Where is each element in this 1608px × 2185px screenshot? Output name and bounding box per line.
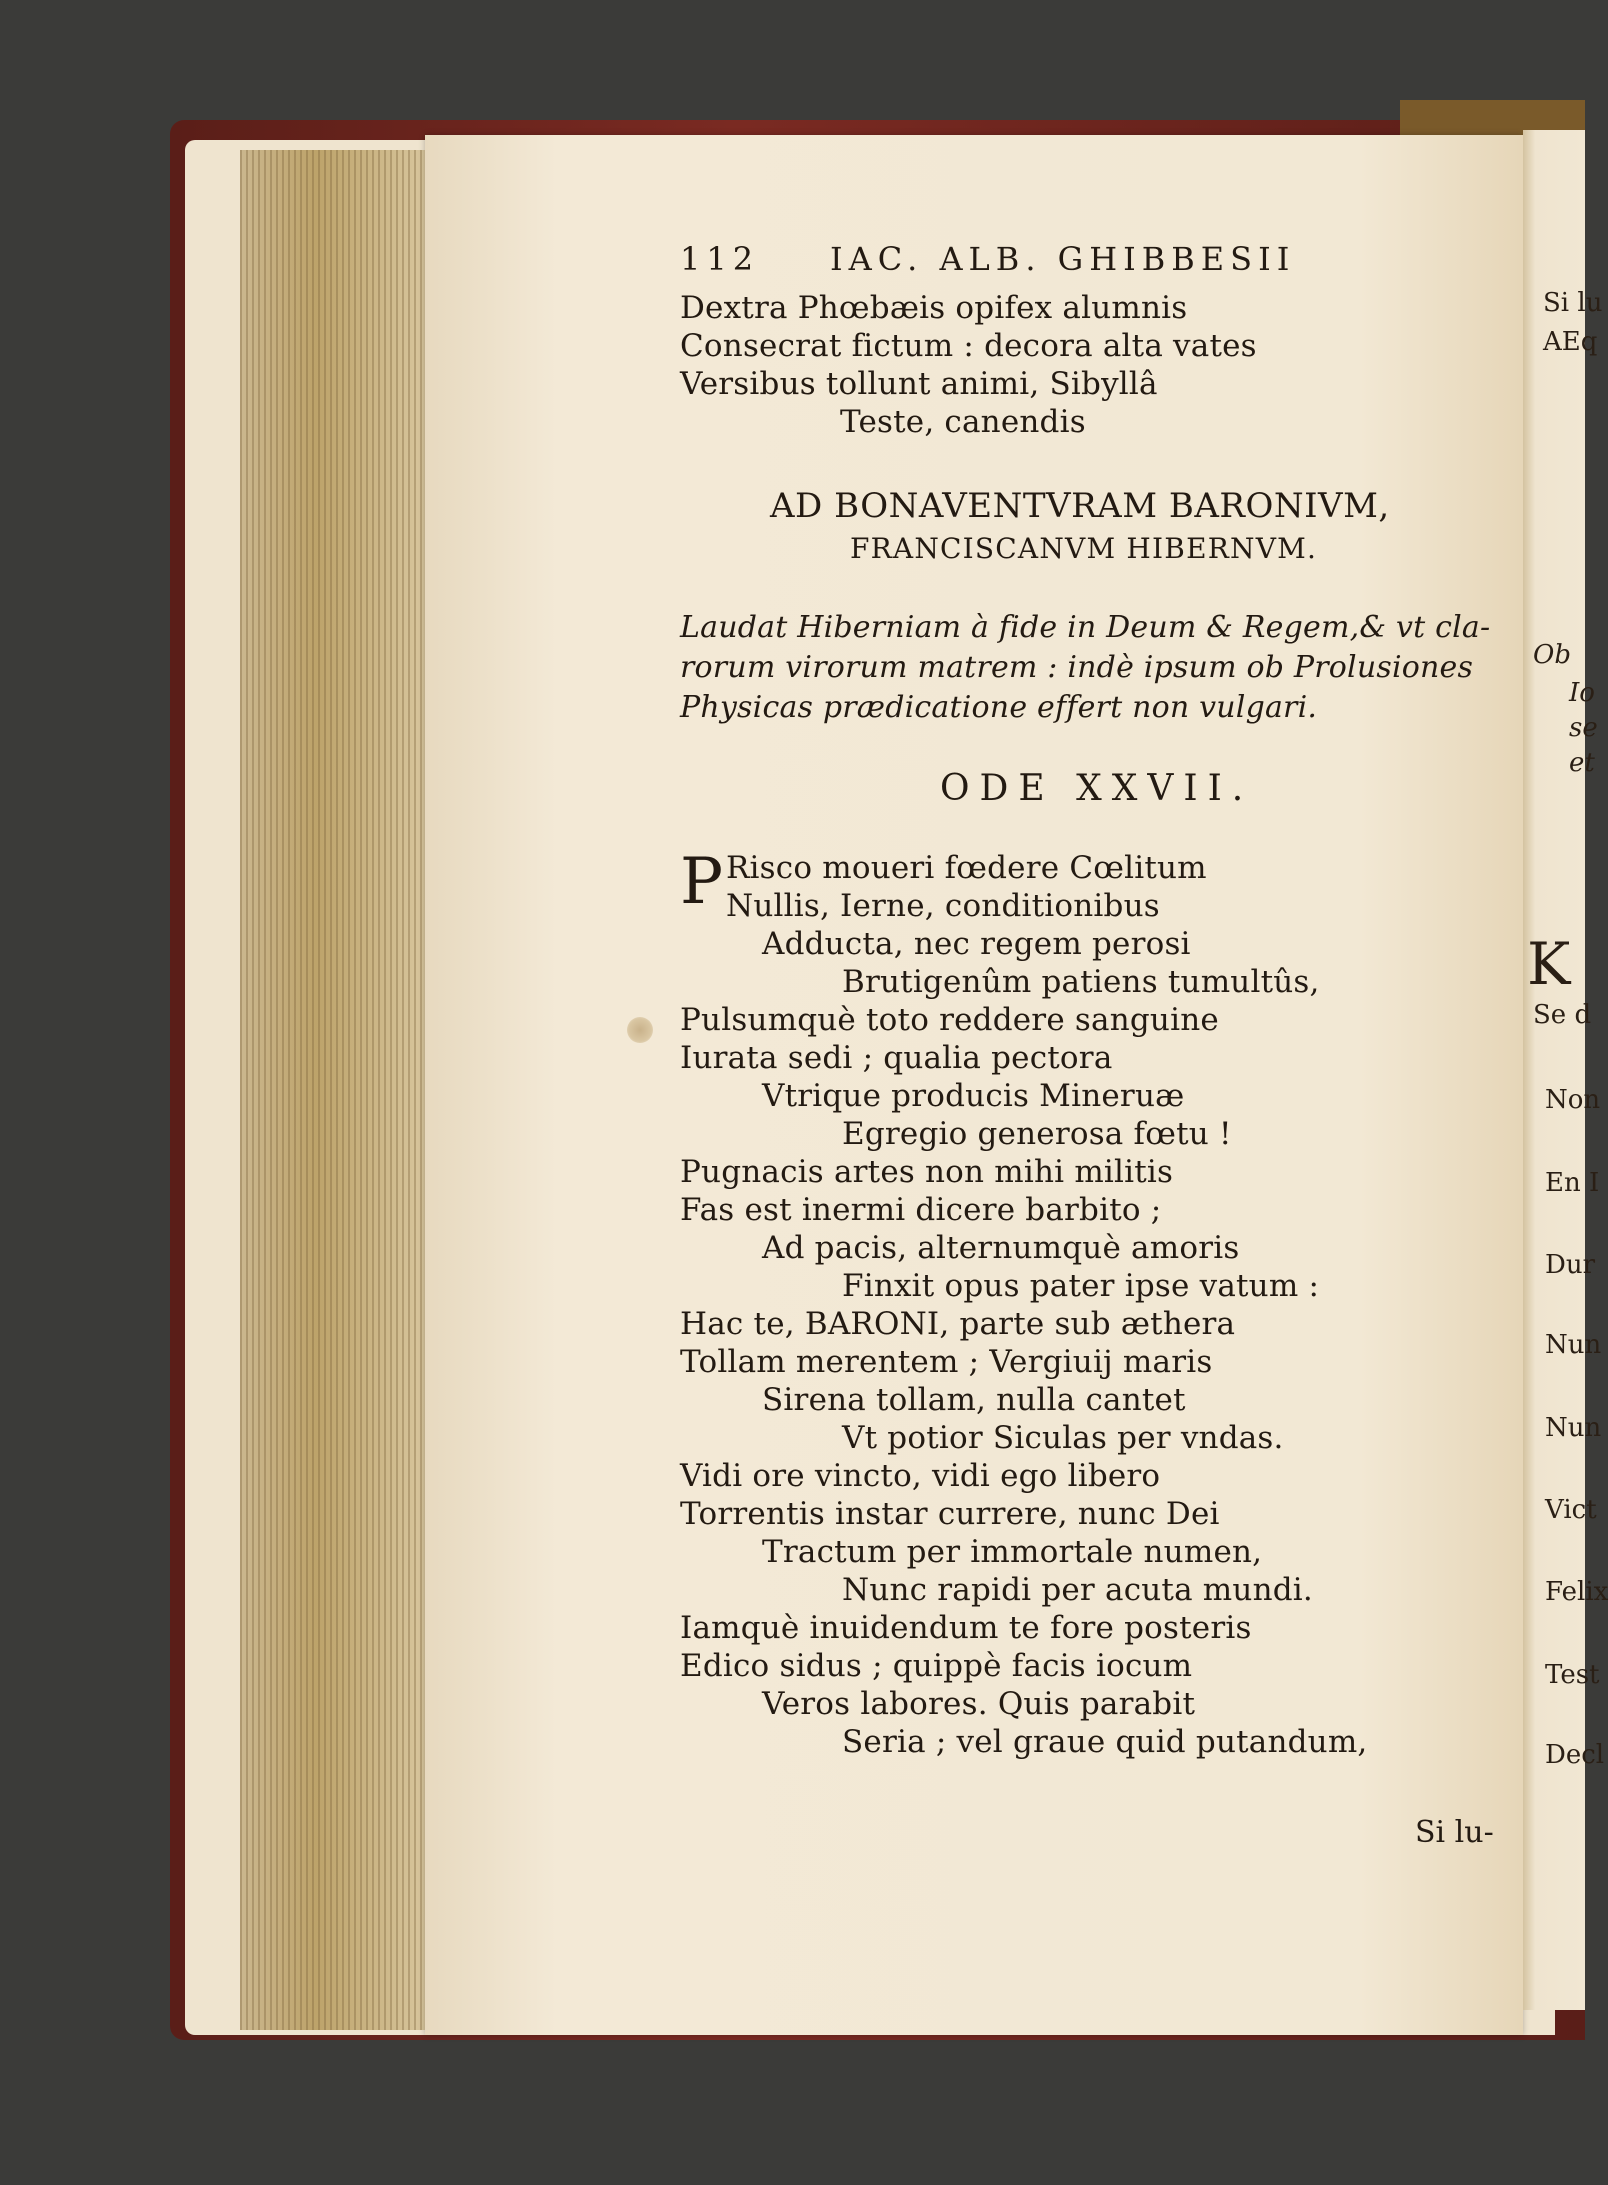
argument-line: Laudat Hiberniam à fide in Deum & Regem,& vt cla- (680, 610, 1491, 645)
verse-line: Adducta, nec regem perosi (762, 926, 1191, 962)
verse-line: Pugnacis artes non mihi militis (680, 1154, 1174, 1190)
facing-fragment: se (1569, 713, 1598, 743)
verse-line: Tractum per immortale numen, (762, 1534, 1263, 1570)
page-edges (240, 150, 430, 2030)
verse-line: Egregio generosa fœtu ! (842, 1116, 1232, 1152)
verse-line: Nunc rapidi per acuta mundi. (842, 1572, 1313, 1608)
facing-fragment: Vict (1545, 1495, 1597, 1525)
verse-line: Risco moueri fœdere Cœlitum (726, 850, 1207, 886)
verse-line: Ad pacis, alternumquè amoris (762, 1230, 1240, 1266)
verse-line: Nullis, Ierne, conditionibus (726, 888, 1160, 924)
paper-stain (627, 1017, 653, 1043)
facing-fragment: Nun (1545, 1413, 1602, 1443)
text-line: Dextra Phœbæis opifex alumnis (680, 290, 1188, 326)
verse-line: Vidi ore vincto, vidi ego libero (680, 1458, 1161, 1494)
facing-fragment: Felix (1545, 1577, 1608, 1607)
verse-line: Torrentis instar currere, nunc Dei (680, 1496, 1220, 1532)
poem-subtitle: FRANCISCANVM HIBERNVM. (850, 532, 1318, 565)
facing-fragment: Io (1569, 678, 1595, 708)
facing-fragment: Dur (1545, 1250, 1596, 1280)
verse-line: Hac te, BARONI, parte sub æthera (680, 1306, 1236, 1342)
verse-line: Fas est inermi dicere barbito ; (680, 1192, 1162, 1228)
catchword: Si lu- (1415, 1815, 1494, 1850)
drop-cap: P (680, 845, 724, 919)
facing-fragment: En I (1545, 1168, 1600, 1198)
page-number: 112 (680, 240, 760, 278)
verse-line: Edico sidus ; quippè facis iocum (680, 1648, 1193, 1684)
facing-fragment: Se d (1533, 1000, 1592, 1030)
verse-line: Seria ; vel graue quid putandum, (842, 1724, 1368, 1760)
verse-line: Iamquè inuidendum te fore posteris (680, 1610, 1252, 1646)
facing-fragment: AEq (1543, 327, 1598, 357)
verse-line: Finxit opus pater ipse vatum : (842, 1268, 1320, 1304)
running-title: IAC. ALB. GHIBBESII (830, 240, 1296, 278)
verse-line: Pulsumquè toto reddere sanguine (680, 1002, 1219, 1038)
argument-line: Physicas prædicatione effert non vulgari. (680, 690, 1318, 725)
facing-fragment: Non (1545, 1085, 1601, 1115)
argument-line: rorum virorum matrem : indè ipsum ob Prolusiones (680, 650, 1474, 685)
facing-fragment: Nun (1545, 1330, 1602, 1360)
verse-line: Veros labores. Quis parabit (762, 1686, 1196, 1722)
verse-line: Iurata sedi ; qualia pectora (680, 1040, 1113, 1076)
facing-fragment: Ob (1533, 640, 1571, 670)
facing-fragment: Test (1545, 1660, 1600, 1690)
verse-line: Vtrique producis Mineruæ (762, 1078, 1185, 1114)
verse-line: Tollam merentem ; Vergiuij maris (680, 1344, 1213, 1380)
facing-fragment: et (1569, 748, 1595, 778)
verse-line: Vt potior Siculas per vndas. (842, 1420, 1284, 1456)
facing-fragment: Decl (1545, 1740, 1605, 1770)
text-line: Teste, canendis (840, 404, 1086, 440)
facing-fragment: K (1527, 930, 1571, 998)
text-line: Consecrat fictum : decora alta vates (680, 328, 1257, 364)
facing-fragment: Si lu (1543, 288, 1603, 318)
verse-line: Brutigenûm patiens tumultûs, (842, 964, 1320, 1000)
poem-title: AD BONAVENTVRAM BARONIVM, (770, 486, 1390, 526)
verse-line: Sirena tollam, nulla cantet (762, 1382, 1186, 1418)
text-line: Versibus tollunt animi, Sibyllâ (680, 366, 1158, 402)
ode-heading: ODE XXVII. (940, 768, 1254, 809)
facing-page (1523, 130, 1608, 2010)
